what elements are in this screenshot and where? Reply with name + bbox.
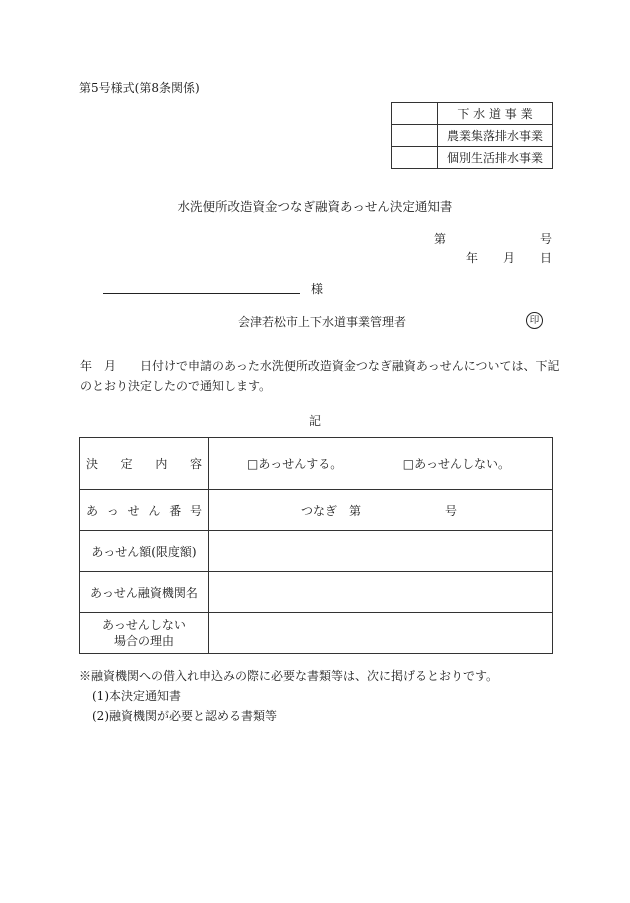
note-text: ※融資機関への借入れ申込みの際に必要な書類等は、次に掲げるとおりです。 (79, 669, 499, 683)
number-value-field[interactable] (209, 490, 553, 531)
table-row (80, 531, 553, 572)
business-type-label: 農業集落排水事業 (438, 125, 553, 147)
ki-heading: 記 (308, 414, 321, 428)
decision-options (209, 438, 553, 490)
note-item: (1)本決定通知書 (92, 689, 181, 703)
business-type-table (391, 102, 553, 169)
option-approve-checkbox[interactable]: □あっせんする。 (247, 457, 343, 471)
number-label (80, 490, 209, 531)
addressee-field[interactable] (103, 293, 300, 294)
business-type-label: 個別生活排水事業 (438, 147, 553, 169)
label-char: 内 (155, 457, 168, 471)
reason-field[interactable] (209, 613, 553, 654)
label-char: っ (106, 503, 119, 518)
form-code: 第5号様式(第8条関係) (79, 81, 200, 95)
label-char: ん (148, 503, 161, 518)
addressee-suffix: 様 (311, 282, 324, 296)
date-day: 日 (539, 251, 552, 265)
issuer-name: 会津若松市上下水道事業管理者 (238, 315, 407, 329)
reason-label (80, 613, 209, 654)
table-row (80, 613, 553, 654)
label-char: あ (86, 503, 99, 518)
table-row (80, 572, 553, 613)
institution-label: あっせん融資機関名 (80, 572, 209, 613)
business-type-checkbox[interactable] (392, 147, 438, 169)
decision-label (80, 438, 209, 490)
table-row (80, 490, 553, 531)
date-year: 年 (466, 251, 479, 265)
date-month: 月 (502, 251, 515, 265)
reason-label-line1: あっせんしない (102, 618, 186, 632)
number-value-prefix: つなぎ 第 (301, 503, 362, 518)
reason-label-line2: 場合の理由 (113, 634, 174, 648)
label-char: 定 (120, 457, 133, 471)
business-type-checkbox[interactable] (392, 103, 438, 125)
option-reject-checkbox[interactable]: □あっせんしない。 (402, 457, 510, 471)
label-char: 決 (86, 457, 99, 471)
business-type-label: 下 水 道 事 業 (438, 103, 553, 125)
label-char: 容 (189, 457, 202, 471)
institution-field[interactable] (209, 572, 553, 613)
number-value-suffix: 号 (445, 503, 458, 518)
amount-label: あっせん額(限度額) (80, 531, 209, 572)
number-suffix: 号 (539, 232, 552, 246)
business-type-row (392, 147, 553, 169)
seal-icon: 印 (526, 312, 543, 329)
note-item: (2)融資機関が必要と認める書類等 (92, 709, 277, 723)
document-title: 水洗便所改造資金つなぎ融資あっせん決定通知書 (177, 199, 453, 214)
business-type-row (392, 103, 553, 125)
body-text: 年 月 日付けで申請のあった水洗便所改造資金つなぎ融資あっせんについては、下記のとおり決定したので通知します。 (80, 359, 560, 393)
decision-table (79, 437, 553, 654)
business-type-checkbox[interactable] (392, 125, 438, 147)
number-line (434, 230, 552, 247)
date-line (466, 249, 552, 266)
business-type-row (392, 125, 553, 147)
label-char: 号 (189, 503, 202, 518)
table-row (80, 438, 553, 490)
amount-field[interactable] (209, 531, 553, 572)
label-char: 番 (169, 503, 182, 518)
label-char: せ (127, 503, 140, 518)
number-prefix: 第 (434, 232, 447, 246)
